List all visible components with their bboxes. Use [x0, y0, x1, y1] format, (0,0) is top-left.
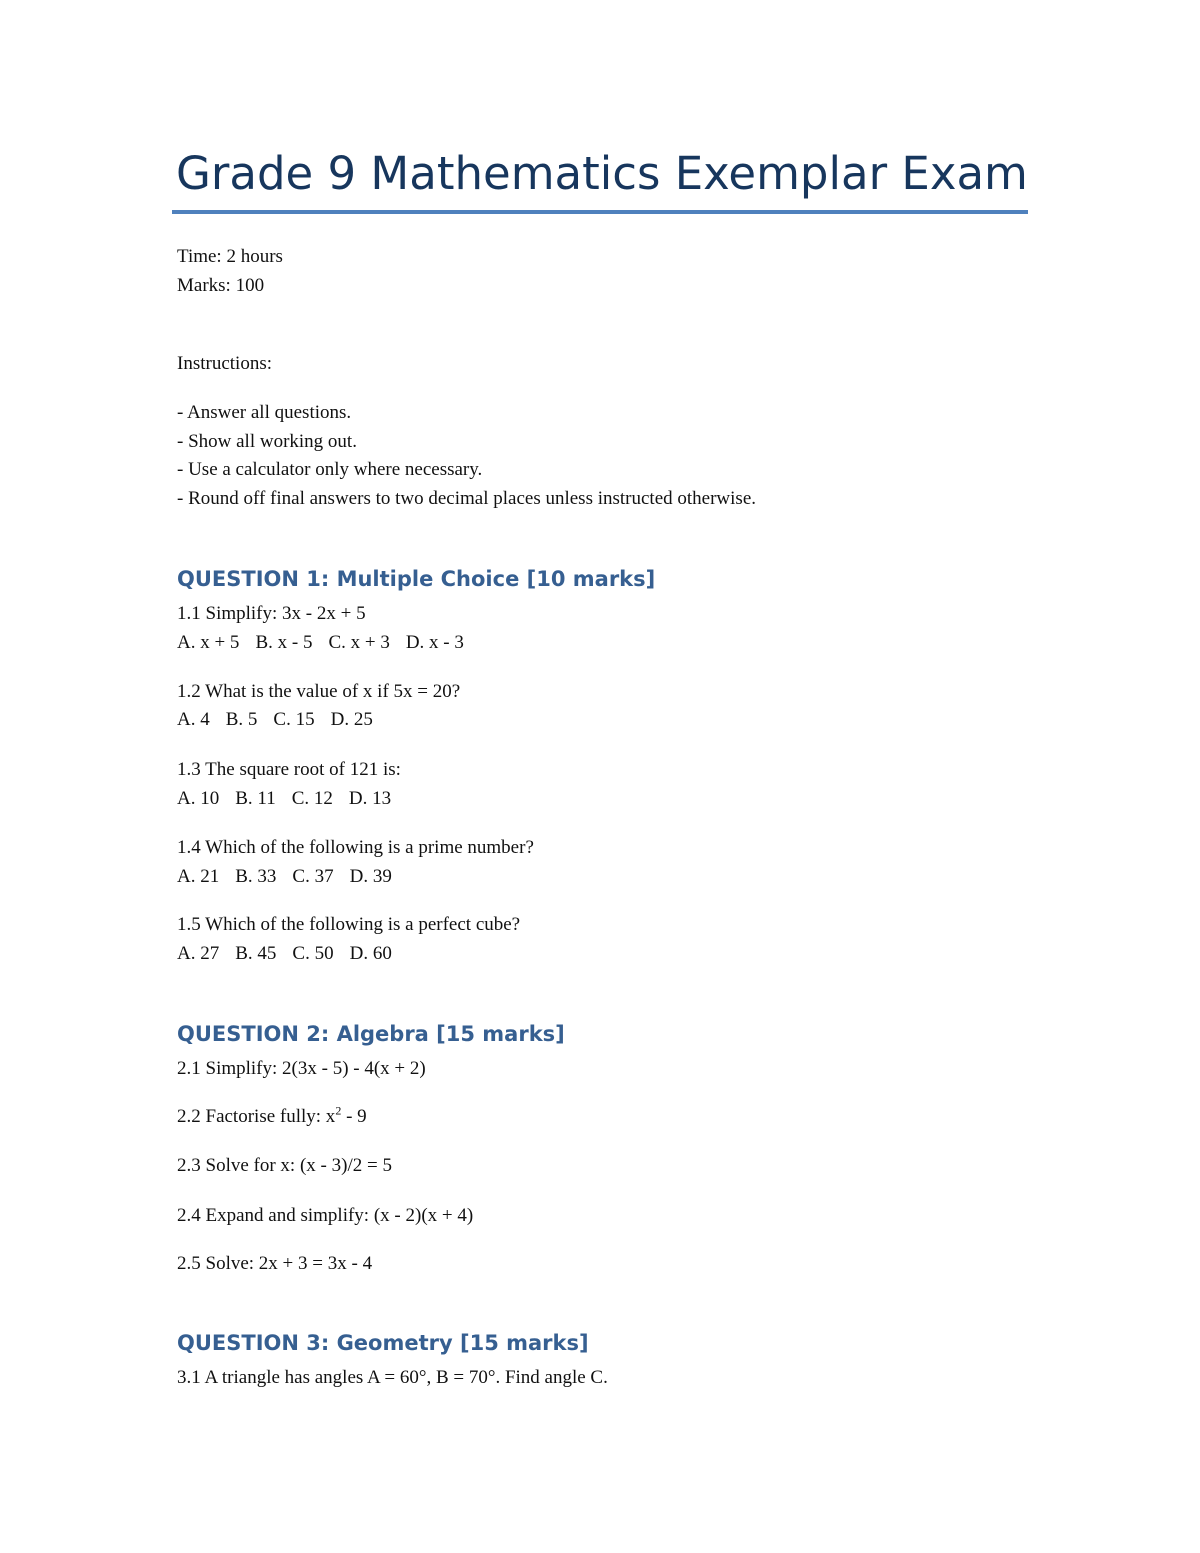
- option: C. 50: [292, 943, 334, 964]
- option: C. x + 3: [328, 632, 390, 653]
- question-2-5: 2.5 Solve: 2x + 3 = 3x - 4: [177, 1253, 373, 1274]
- option: A. 10: [177, 788, 220, 809]
- option: A. 27: [177, 943, 220, 964]
- question-2-2-text: 2.2 Factorise fully: x: [177, 1106, 336, 1127]
- option: D. 60: [349, 943, 392, 964]
- option: B. 5: [225, 709, 258, 730]
- question-1-3-options: [177, 787, 391, 811]
- instruction-item: - Round off final answers to two decimal places unless instructed otherwise.: [177, 488, 757, 509]
- option: B. 45: [235, 943, 277, 964]
- question-1-2-prompt: 1.2 What is the value of x if 5x = 20?: [177, 681, 461, 702]
- time-info: Time: 2 hours: [177, 246, 283, 267]
- question-2-2: [177, 1105, 367, 1129]
- option: C. 15: [273, 709, 315, 730]
- exponent: 2: [335, 1103, 342, 1118]
- option: D. 13: [348, 788, 392, 809]
- question-1-5-prompt: 1.5 Which of the following is a perfect cube?: [177, 914, 521, 935]
- title-underline: [172, 210, 1028, 214]
- question-1-1-prompt: 1.1 Simplify: 3x - 2x + 5: [177, 603, 366, 624]
- instruction-item: - Show all working out.: [177, 431, 357, 452]
- option: C. 37: [292, 866, 334, 887]
- instruction-item: - Answer all questions.: [177, 402, 352, 423]
- option: C. 12: [291, 788, 333, 809]
- marks-info: Marks: 100: [177, 275, 265, 296]
- question-2-heading: QUESTION 2: Algebra [15 marks]: [177, 1022, 565, 1046]
- question-1-3-prompt: 1.3 The square root of 121 is:: [177, 759, 401, 780]
- question-3-1: 3.1 A triangle has angles A = 60°, B = 70°. Find angle C.: [177, 1367, 608, 1388]
- question-1-5-options: [177, 942, 392, 966]
- option: B. 11: [235, 788, 276, 809]
- question-1-2-options: [177, 708, 373, 732]
- question-2-1: 2.1 Simplify: 2(3x - 5) - 4(x + 2): [177, 1058, 426, 1079]
- instruction-item: - Use a calculator only where necessary.: [177, 459, 483, 480]
- question-1-1-options: [177, 631, 464, 655]
- option: D. 25: [330, 709, 373, 730]
- question-3-heading: QUESTION 3: Geometry [15 marks]: [177, 1331, 589, 1355]
- question-2-3: 2.3 Solve for x: (x - 3)/2 = 5: [177, 1155, 392, 1176]
- question-2-4: 2.4 Expand and simplify: (x - 2)(x + 4): [177, 1205, 474, 1226]
- option: D. x - 3: [405, 632, 464, 653]
- option: D. 39: [349, 866, 392, 887]
- option: B. x - 5: [255, 632, 313, 653]
- question-1-4-prompt: 1.4 Which of the following is a prime number?: [177, 837, 534, 858]
- option: B. 33: [235, 866, 277, 887]
- option: A. 21: [177, 866, 220, 887]
- question-2-2-text-end: - 9: [341, 1106, 367, 1127]
- option: A. x + 5: [177, 632, 240, 653]
- question-1-heading: QUESTION 1: Multiple Choice [10 marks]: [177, 567, 656, 591]
- page-title: Grade 9 Mathematics Exemplar Exam: [176, 147, 1028, 200]
- instructions-heading: Instructions:: [177, 353, 272, 374]
- option: A. 4: [177, 709, 210, 730]
- question-1-4-options: [177, 865, 392, 889]
